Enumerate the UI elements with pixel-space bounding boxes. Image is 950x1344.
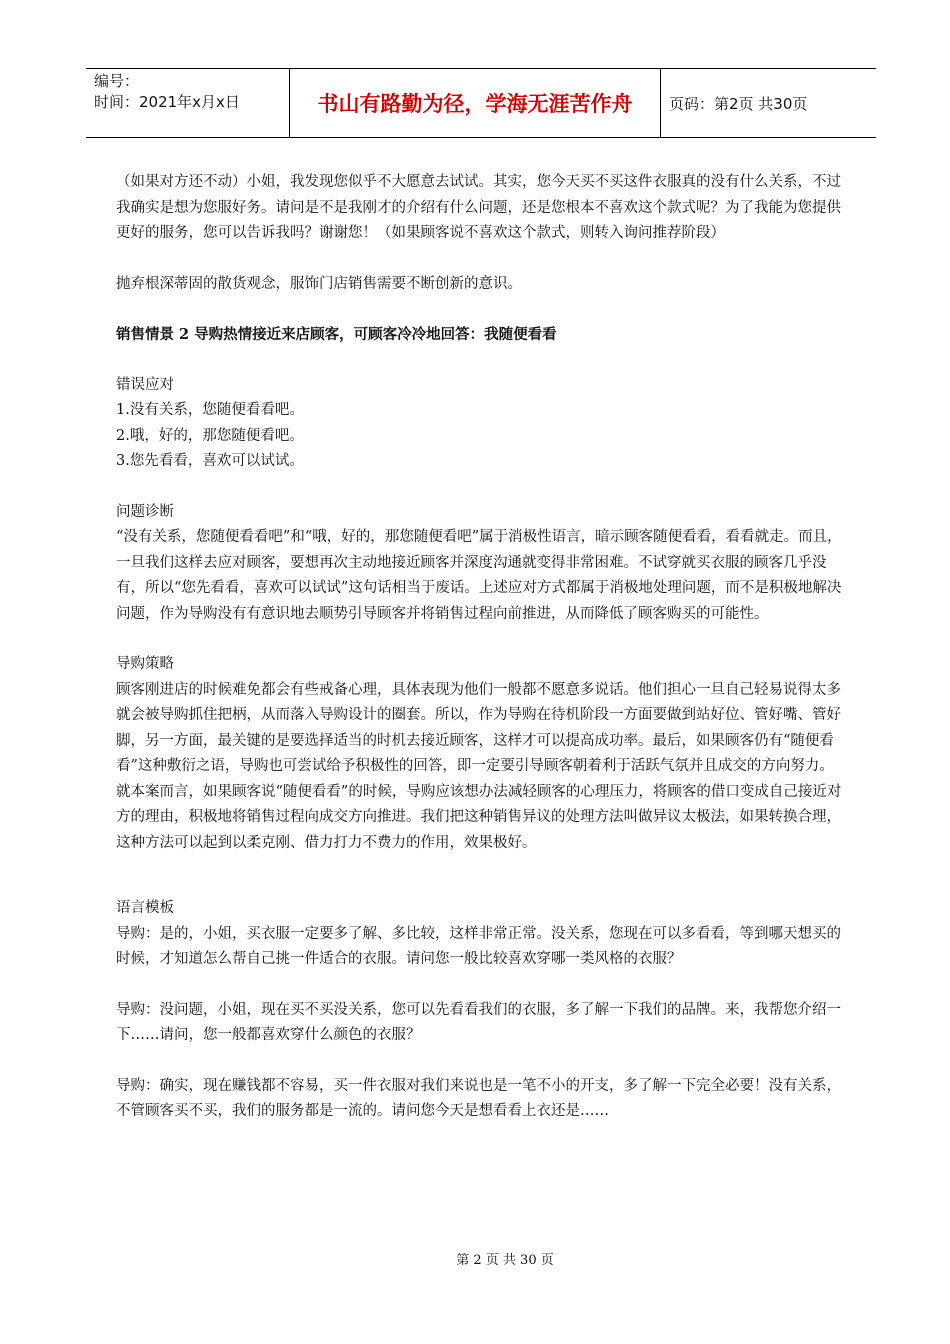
document-time-label: 时间：2021年x月x日 xyxy=(94,93,240,111)
document-body xyxy=(116,170,851,1125)
page-header xyxy=(86,68,876,138)
section-heading-strategy: 导购策略 xyxy=(116,656,174,672)
document-number-label: 编号： xyxy=(94,72,140,90)
body-paragraph: 导购：确实，现在赚钱都不容易，买一件衣服对我们来说也是一笔不小的开支，多了解一下完全必要！没有关系，不管顾客买不买，我们的服务都是一流的。请问您今天是想看看上衣还是…… xyxy=(116,1077,841,1119)
body-paragraph: 顾客刚进店的时候难免都会有些戒备心理，具体表现为他们一般都不愿意多说话。他们担心一旦自己轻易说得太多就会被导购抓住把柄，从而落入导购设计的圈套。所以，作为导购在待机阶段一方面要做到站好位、管好嘴、管好脚，另一方面，最关键的是要选择适当的时机去接近顾客，这样才可以提高成功率。最后，如果顾客仍有“随便看看”这种敷衍之语，导购也可尝试给予积极性的回答，即一定要引导顾客朝着利于活跃气氛并且成交的方向努力。 xyxy=(116,681,841,774)
list-item: 1.没有关系，您随便看看吧。 xyxy=(116,402,304,418)
header-info xyxy=(94,71,240,113)
list-item: 3.您先看看，喜欢可以试试。 xyxy=(116,453,304,469)
header-page-number: 页码：第2页 共30页 xyxy=(669,94,808,113)
body-paragraph: “没有关系，您随便看看吧”和“哦，好的，那您随便看吧”属于消极性语言，暗示顾客随便看看，看看就走。而且，一旦我们这样去应对顾客，要想再次主动地接近顾客并深度沟通就变得非常困难。不试穿就买衣服的顾客几乎没有，所以“您先看看，喜欢可以试试”这句话相当于废话。上述应对方式都属于消极地处理问题，而不是积极地解决问题，作为导购没有有意识地去顺势引导顾客并将销售过程向前推进，从而降低了顾客购买的可能性。 xyxy=(116,529,842,622)
section-heading-wrong-response: 错误应对 xyxy=(116,376,174,393)
list-item: 2.哦，好的，那您随便看吧。 xyxy=(116,427,304,444)
section-heading-scenario: 销售情景 2 导购热情接近来店顾客，可顾客冷冷地回答：我随便看看 xyxy=(116,326,557,343)
body-paragraph: 抛弃根深蒂固的散货观念，服饰门店销售需要不断创新的意识。 xyxy=(116,275,522,292)
header-motto: 书山有路勤为径，学海无涯苦作舟 xyxy=(289,69,661,137)
body-paragraph: 就本案而言，如果顾客说“随便看看”的时候，导购应该想办法减轻顾客的心理压力，将顾客的借口变成自己接近对方的理由，积极地将销售过程向成交方向推进。我们把这种销售异议的处理方法叫做异议太极法，如果转换合理，这种方法可以起到以柔克刚、借力打力不费力的作用，效果极好。 xyxy=(116,783,842,851)
body-paragraph: 导购：是的，小姐，买衣服一定要多了解、多比较，这样非常正常。没关系，您现在可以多看看，等到哪天想买的时候，才知道怎么帮自己挑一件适合的衣服。请问您一般比较喜欢穿哪一类风格的衣服？ xyxy=(116,925,841,967)
section-heading-template: 语言模板 xyxy=(116,900,174,916)
page-footer: 第 2 页 共 30 页 xyxy=(456,1253,554,1268)
body-paragraph: （如果对方还不动）小姐，我发现您似乎不大愿意去试试。其实，您今天买不买这件衣服真的没有什么关系，不过我确实是想为您服好务。请问是不是我刚才的介绍有什么问题，还是您根本不喜欢这个款式呢？为了我能为您提供更好的服务，您可以告诉我吗？谢谢您！（如果顾客说不喜欢这个款式，则转入询问推荐阶段） xyxy=(116,174,841,241)
body-paragraph: 导购：没问题，小姐，现在买不买没关系，您可以先看看我们的衣服，多了解一下我们的品牌。来，我帮您介绍一下……请问，您一般都喜欢穿什么颜色的衣服？ xyxy=(116,1001,841,1043)
section-heading-diagnosis: 问题诊断 xyxy=(116,503,174,520)
